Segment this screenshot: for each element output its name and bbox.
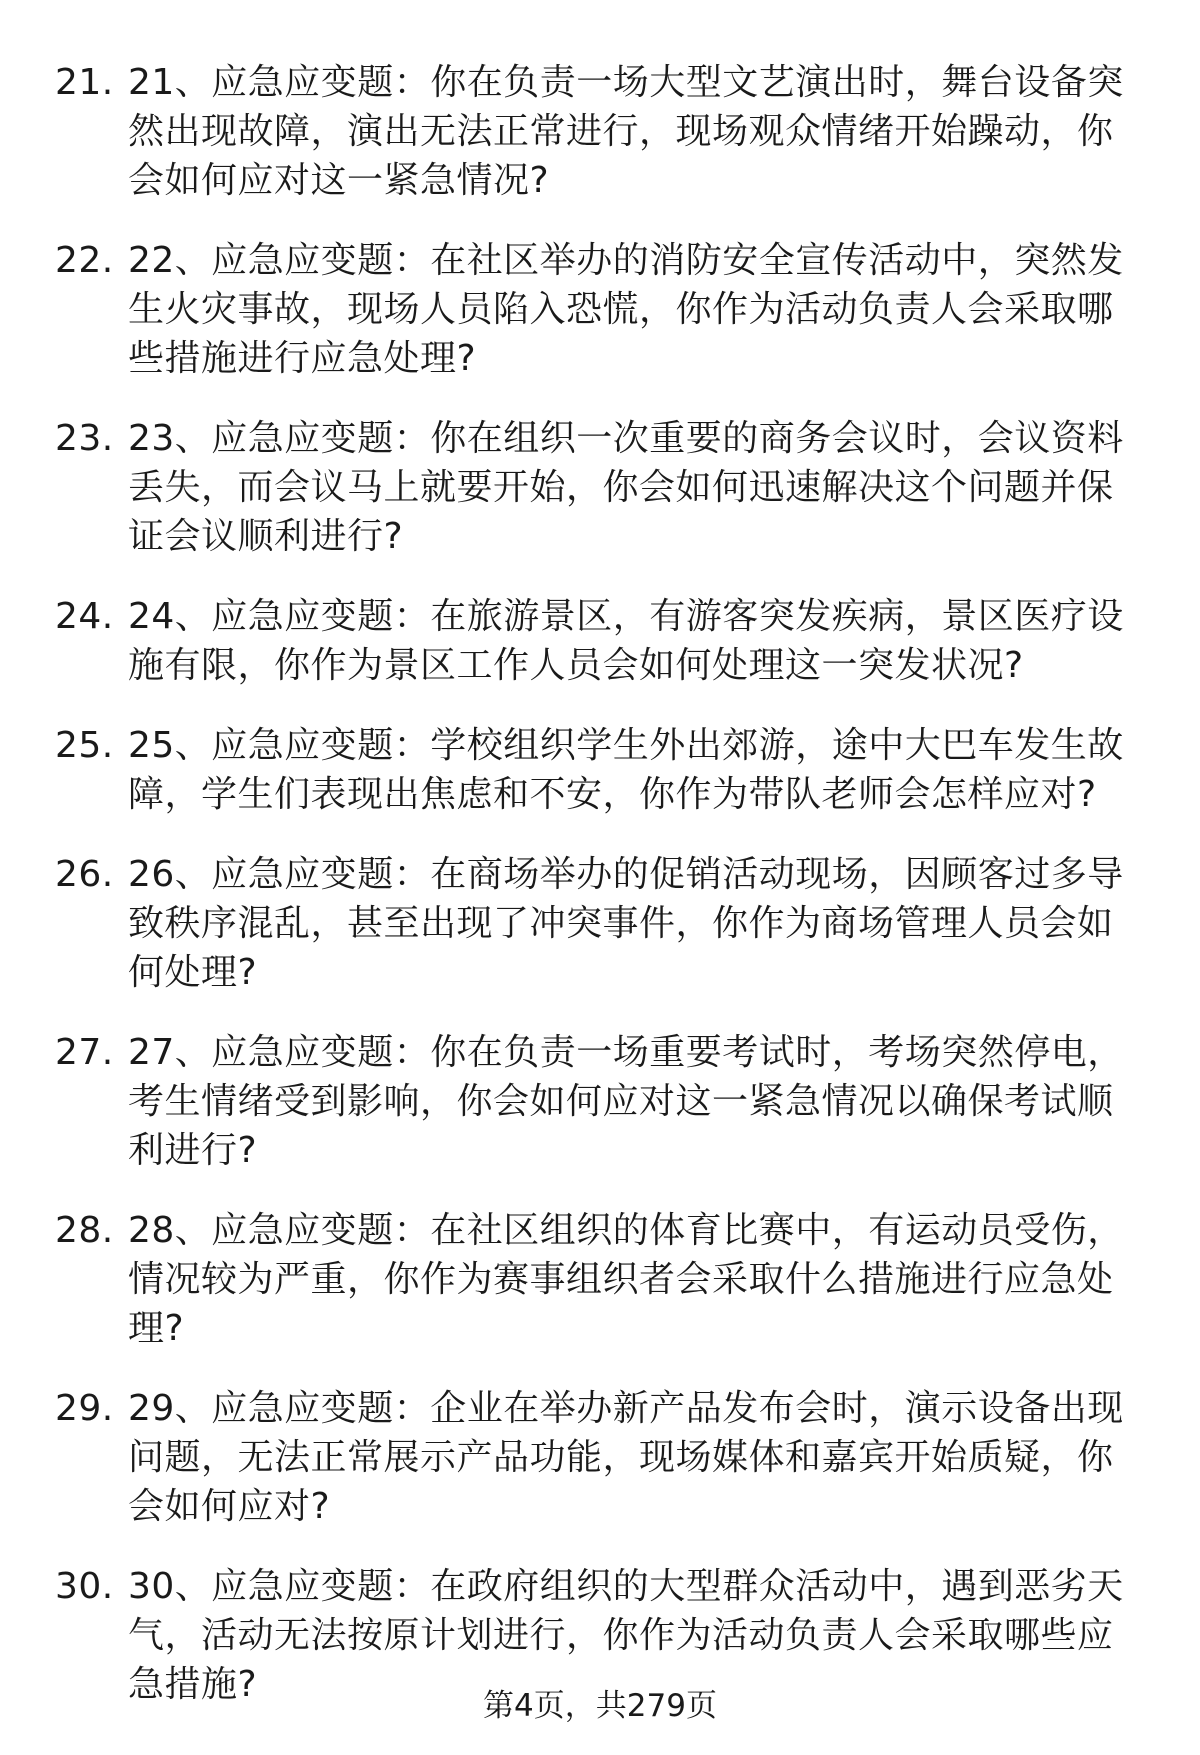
question-text: 28、应急应变题：在社区组织的体育比赛中，有运动员受伤，情况较为严重，你作为赛事组织者会采取什么措施进行应急处理? bbox=[128, 1210, 1124, 1349]
question-item-27 bbox=[0, 1028, 1200, 1175]
question-number: 30. bbox=[55, 1566, 114, 1607]
question-item-24 bbox=[0, 592, 1200, 690]
question-text: 27、应急应变题：你在负责一场重要考试时，考场突然停电，考生情绪受到影响，你会如何应对这一紧急情况以确保考试顺利进行? bbox=[128, 1032, 1124, 1171]
question-number: 29. bbox=[55, 1388, 114, 1429]
question-number: 23. bbox=[55, 418, 114, 459]
question-item-23 bbox=[0, 414, 1200, 561]
question-item-25 bbox=[0, 721, 1200, 819]
question-number: 24. bbox=[55, 596, 114, 637]
question-item-29 bbox=[0, 1384, 1200, 1531]
question-text: 23、应急应变题：你在组织一次重要的商务会议时，会议资料丢失，而会议马上就要开始，你会如何迅速解决这个问题并保证会议顺利进行? bbox=[128, 418, 1124, 557]
page-number-footer: 第4页，共279页 bbox=[483, 1688, 717, 1724]
question-item-28 bbox=[0, 1206, 1200, 1353]
question-text: 26、应急应变题：在商场举办的促销活动现场，因顾客过多导致秩序混乱，甚至出现了冲突事件，你作为商场管理人员会如何处理? bbox=[128, 854, 1124, 993]
question-text: 22、应急应变题：在社区举办的消防安全宣传活动中，突然发生火灾事故，现场人员陷入恐慌，你作为活动负责人会采取哪些措施进行应急处理? bbox=[128, 240, 1124, 379]
question-item-22 bbox=[0, 236, 1200, 383]
question-text: 25、应急应变题：学校组织学生外出郊游，途中大巴车发生故障，学生们表现出焦虑和不安，你作为带队老师会怎样应对? bbox=[128, 725, 1124, 815]
question-number: 25. bbox=[55, 725, 114, 766]
question-number: 22. bbox=[55, 240, 114, 281]
question-text: 24、应急应变题：在旅游景区，有游客突发疾病，景区医疗设施有限，你作为景区工作人员会如何处理这一突发状况? bbox=[128, 596, 1124, 686]
question-number: 28. bbox=[55, 1210, 114, 1251]
question-item-21 bbox=[0, 58, 1200, 205]
question-text: 30、应急应变题：在政府组织的大型群众活动中，遇到恶劣天气，活动无法按原计划进行，你作为活动负责人会采取哪些应急措施? bbox=[128, 1566, 1124, 1705]
question-number: 21. bbox=[55, 62, 114, 103]
question-item-26 bbox=[0, 850, 1200, 997]
question-list bbox=[0, 58, 1200, 1740]
question-text: 21、应急应变题：你在负责一场大型文艺演出时，舞台设备突然出现故障，演出无法正常进行，现场观众情绪开始躁动，你会如何应对这一紧急情况? bbox=[128, 62, 1124, 201]
question-number: 26. bbox=[55, 854, 114, 895]
question-number: 27. bbox=[55, 1032, 114, 1073]
question-text: 29、应急应变题：企业在举办新产品发布会时，演示设备出现问题，无法正常展示产品功能，现场媒体和嘉宾开始质疑，你会如何应对? bbox=[128, 1388, 1124, 1527]
